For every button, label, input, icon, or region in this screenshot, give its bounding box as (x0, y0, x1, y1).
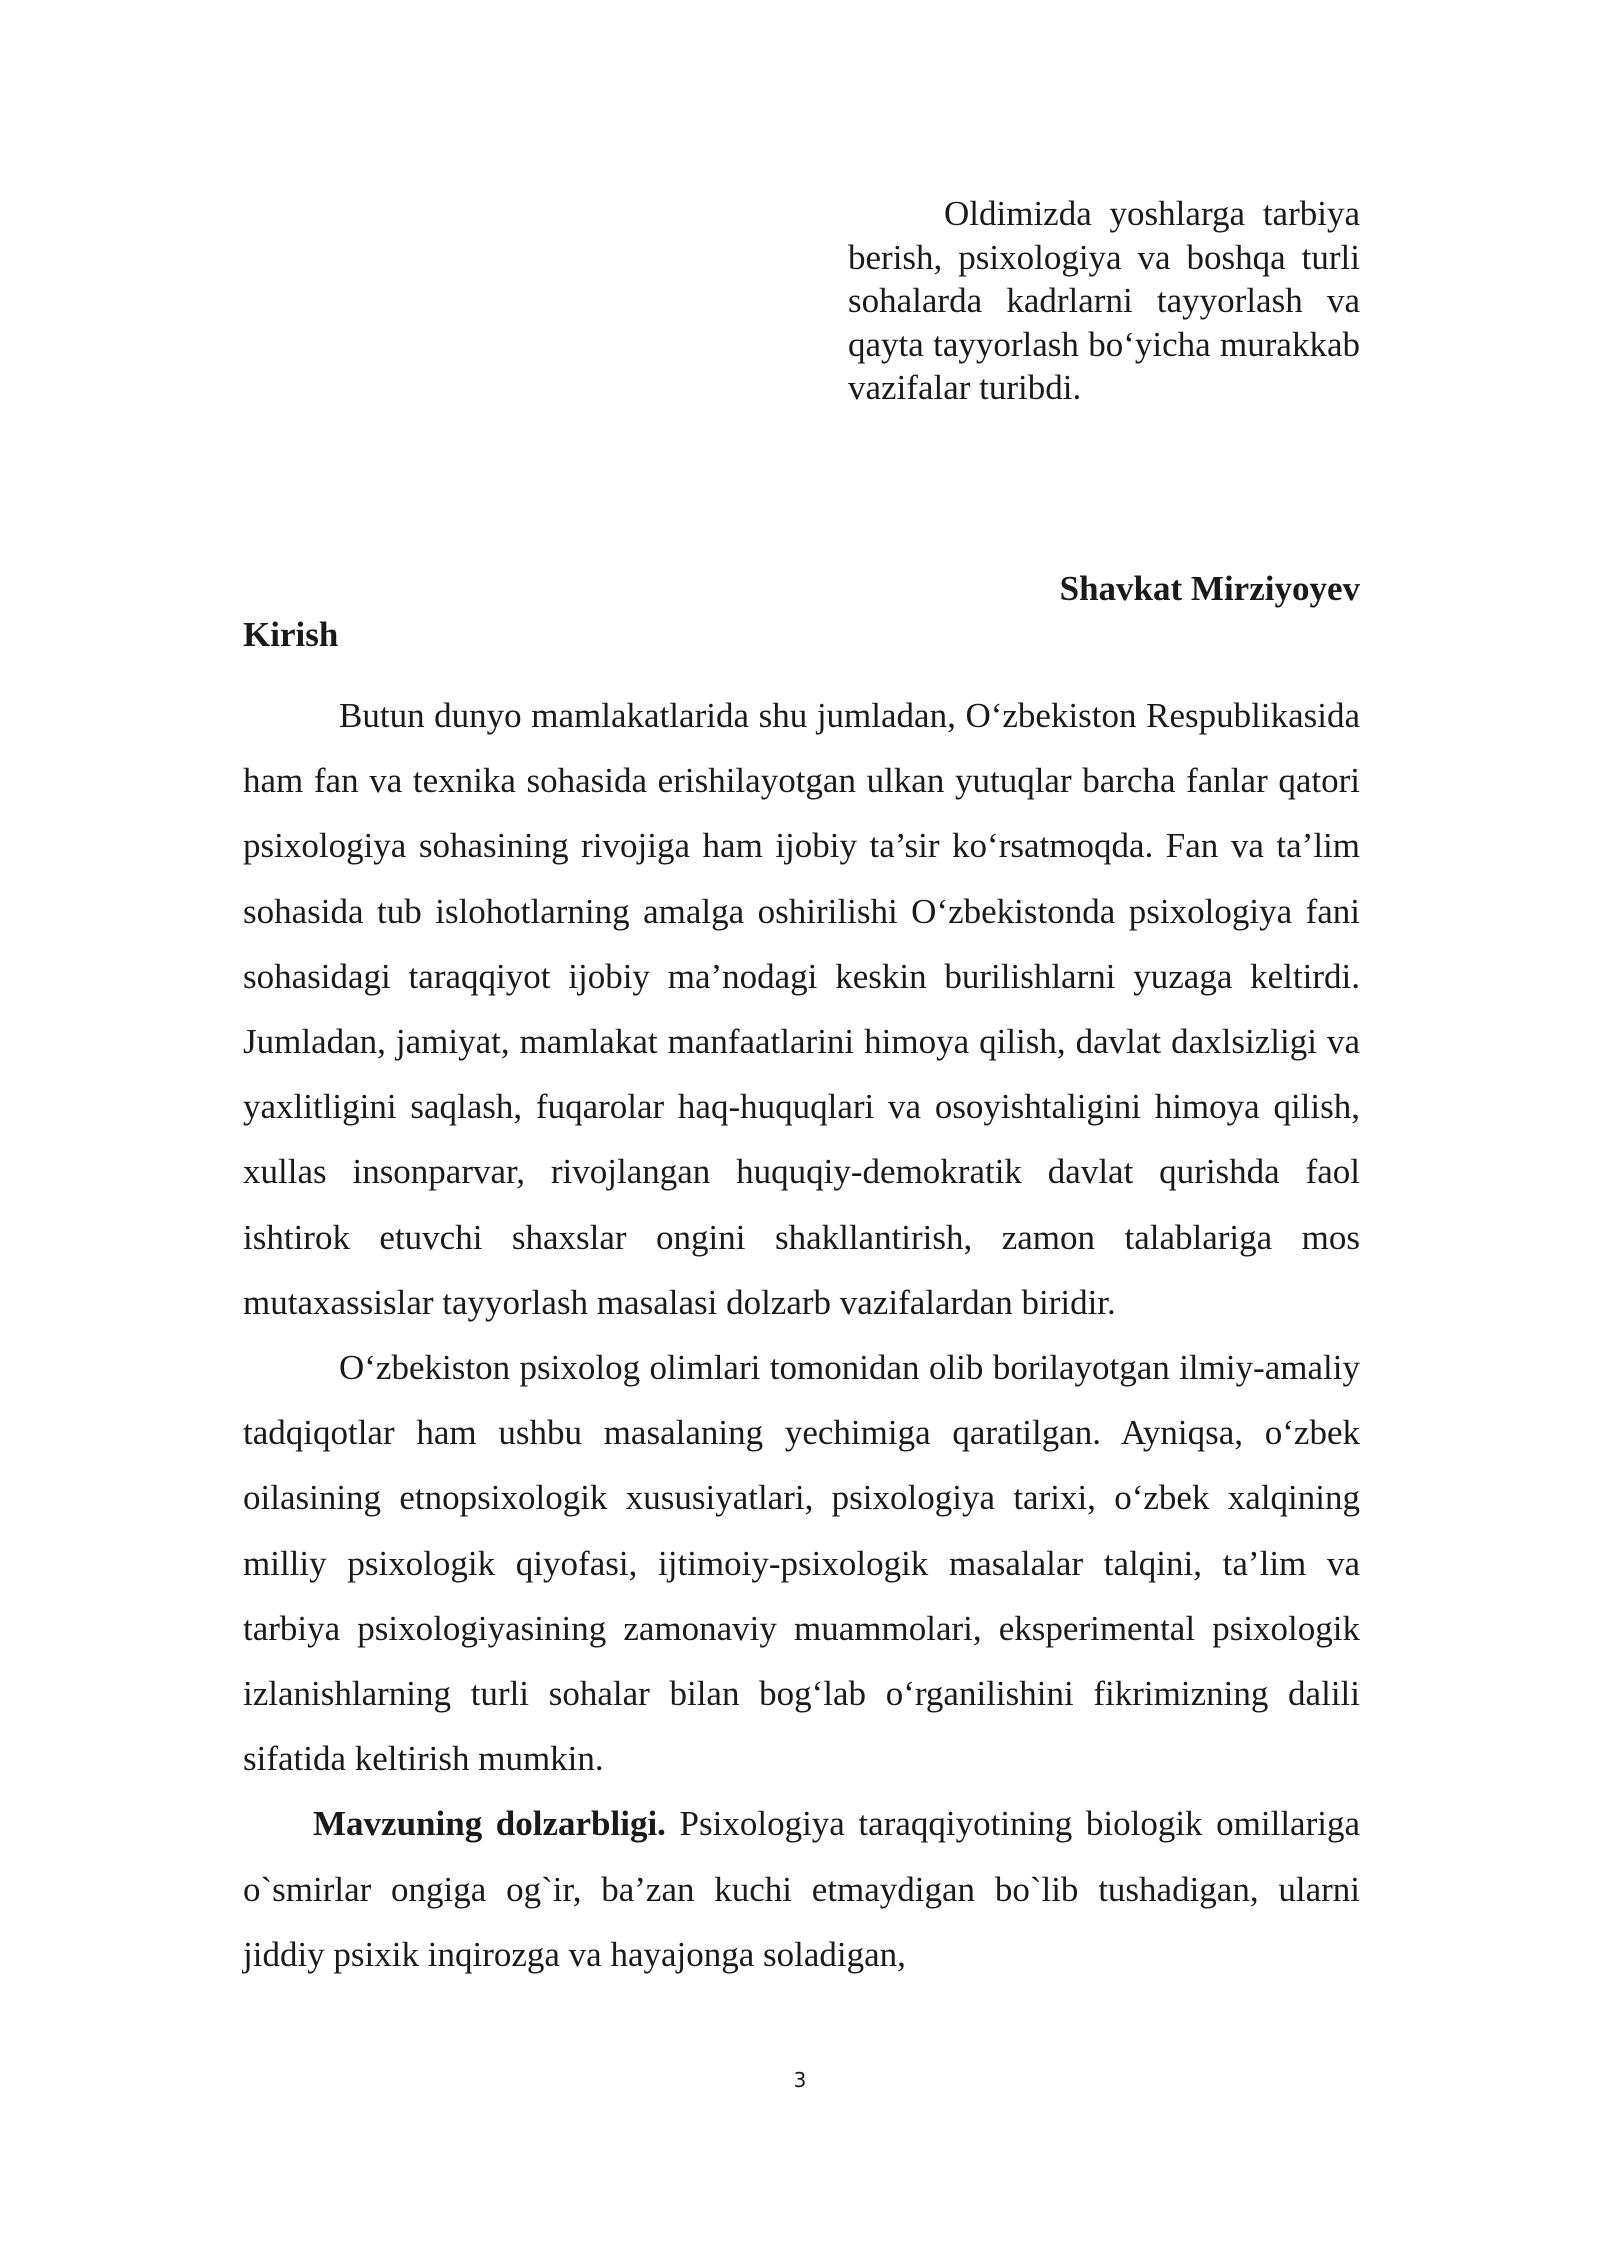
epigraph-author: Shavkat Mirziyoyev (1059, 569, 1360, 608)
section-heading: Kirish (243, 615, 339, 654)
paragraph-relevance (243, 1791, 1360, 1987)
body-text (243, 683, 1360, 1987)
page-number: 3 (793, 2068, 807, 2092)
epigraph-quote: Oldimizda yoshlarga tarbiya berish, psixologiya va boshqa turli sohalarda kadrlarni tayyorlash va qayta tayyorlash bo‘yicha murakkab vazifalar turibdi. (848, 194, 1360, 407)
paragraph-intro: Butun dunyo mamlakatlarida shu jumladan, O‘zbekiston Respublikasida ham fan va texnika sohasida erishilayotgan ulkan yutuqlar barcha fanlar qatori psixologiya sohasining rivojiga ham ijobiy ta’sir ko‘rsatmoqda. Fan va ta’lim sohasida tub islohotlarning amalga oshirilishi O‘zbekistonda psixologiya fani sohasidagi taraqqiyot ijobiy ma’nodagi keskin burilishlarni yuzaga keltirdi. Jumladan, jamiyat, mamlakat manfaatlarini himoya qilish, davlat daxlsizligi va yaxlitligini saqlash, fuqarolar haq-huquqlari va osoyishtaligini himoya qilish, xullas insonparvar, rivojlangan huquqiy-demokratik davlat qurishda faol ishtirok etuvchi shaxslar ongini shakllantirish, zamon talablariga mos mutaxassislar tayyorlash masalasi dolzarb vazifalardan biridir. (243, 696, 1360, 1322)
paragraph-research: O‘zbekiston psixolog olimlari tomonidan olib borilayotgan ilmiy-amaliy tadqiqotlar ham ushbu masalaning yechimiga qaratilgan. Ayniqsa, o‘zbek oilasining etnopsixologik xususiyatlari, psixologiya tarixi, o‘zbek xalqining milliy psixologik qiyofasi, ijtimoiy-psixologik masalalar talqini, ta’lim va tarbiya psixologiyasining zamonaviy muammolari, eksperimental psixologik izlanishlarning turli sohalar bilan bog‘lab o‘rganilishini fikrimizning dalili sifatida keltirish mumkin. (243, 1348, 1360, 1779)
relevance-label: Mavzuning dolzarbligi. (313, 1804, 666, 1844)
relevance-text: Psixologiya taraqqiyotining biologik omillariga o`smirlar ongiga og`ir, ba’zan kuchi etmaydigan bo`lib tushadigan, ularni jiddiy psixik inqirozga va hayajonga soladigan, (243, 1804, 1360, 1974)
